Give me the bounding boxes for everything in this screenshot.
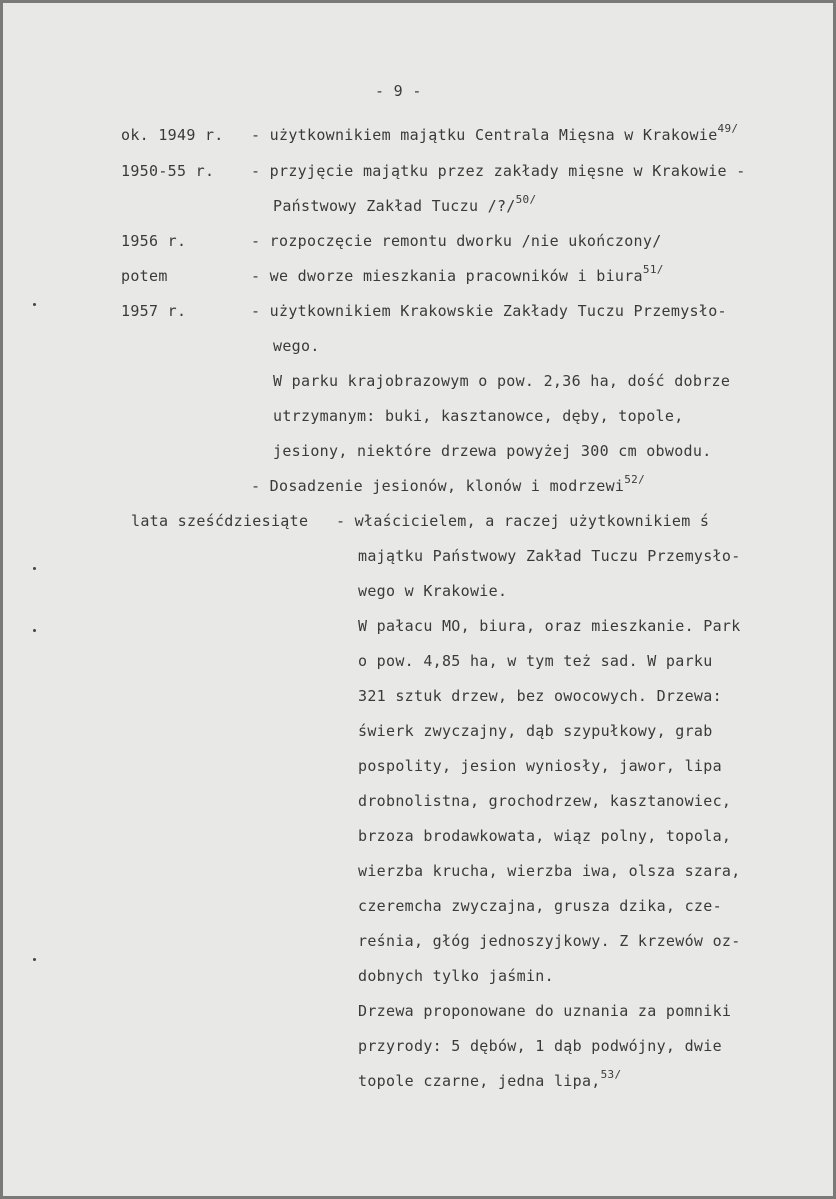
entry-date: potem — [121, 267, 168, 285]
entry-text: świerk zwyczajny, dąb szypułkowy, grab — [358, 722, 713, 740]
footnote-ref: 50/ — [515, 193, 537, 206]
scan-mark — [33, 303, 36, 306]
entry-text: wego. — [273, 337, 320, 355]
entry-text: utrzymanym: buki, kasztanowce, dęby, topole, — [273, 407, 684, 425]
entry-text: - rozpoczęcie remontu dworku /nie ukończony/ — [251, 232, 662, 250]
entry-text: czeremcha zwyczajna, grusza dzika, cze- — [358, 897, 722, 915]
entry-text: 321 sztuk drzew, bez owocowych. Drzewa: — [358, 687, 722, 705]
entry-text: wierzba krucha, wierzba iwa, olsza szara, — [358, 862, 741, 880]
footnote-ref: 52/ — [624, 473, 646, 486]
entry-date: lata sześćdziesiąte — [131, 512, 309, 530]
entry-text: W parku krajobrazowym o pow. 2,36 ha, dość dobrze — [273, 372, 731, 390]
entry-text: - przyjęcie majątku przez zakłady mięsne w Krakowie - — [251, 162, 746, 180]
entry-text: - użytkownikiem majątku Centrala Mięsna w Krakowie$^{49/}$ — [251, 122, 739, 144]
page-number: - 9 - — [375, 82, 422, 100]
entry-text: brzoza brodawkowata, wiąz polny, topola, — [358, 827, 732, 845]
entry-text: przyrody: 5 dębów, 1 dąb podwójny, dwie — [358, 1037, 722, 1055]
entry-date: 1956 r. — [121, 232, 187, 250]
entry-text: Państwowy Zakład Tuczu /?/$^{50/}$ — [273, 193, 537, 215]
entry-text: W pałacu MO, biura, oraz mieszkanie. Park — [358, 617, 741, 635]
scan-mark — [33, 567, 36, 570]
scan-mark — [33, 629, 36, 632]
entry-text: - we dworze mieszkania pracowników i biura$^{51/}$ — [251, 263, 664, 285]
scan-mark — [33, 958, 36, 961]
entry-text: dobnych tylko jaśmin. — [358, 967, 554, 985]
entry-text: topole czarne, jedna lipa,$^{53/}$ — [358, 1068, 622, 1090]
entry-text: Drzewa proponowane do uznania za pomniki — [358, 1002, 732, 1020]
entry-date: 1950-55 r. — [121, 162, 215, 180]
entry-text: wego w Krakowie. — [358, 582, 508, 600]
entry-text: - Dosadzenie jesionów, klonów i modrzewi$^{52/}$ — [251, 473, 646, 495]
entry-text: majątku Państwowy Zakład Tuczu Przemysło- — [358, 547, 741, 565]
footnote-ref: 53/ — [600, 1068, 622, 1081]
entry-text: - właścicielem, a raczej użytkownikiem ś — [336, 512, 710, 530]
entry-text: o pow. 4,85 ha, w tym też sad. W parku — [358, 652, 713, 670]
entry-text: - użytkownikiem Krakowskie Zakłady Tuczu Przemysło- — [251, 302, 727, 320]
footnote-ref: 49/ — [717, 122, 739, 135]
entry-date: 1957 r. — [121, 302, 187, 320]
entry-text: drobnolistna, grochodrzew, kasztanowiec, — [358, 792, 732, 810]
entry-date: ok. 1949 r. — [121, 126, 224, 144]
footnote-ref: 51/ — [642, 263, 664, 276]
entry-text: pospolity, jesion wyniosły, jawor, lipa — [358, 757, 722, 775]
entry-text: jesiony, niektóre drzewa powyżej 300 cm obwodu. — [273, 442, 712, 460]
entry-text: reśnia, głóg jednoszyjkowy. Z krzewów oz- — [358, 932, 741, 950]
